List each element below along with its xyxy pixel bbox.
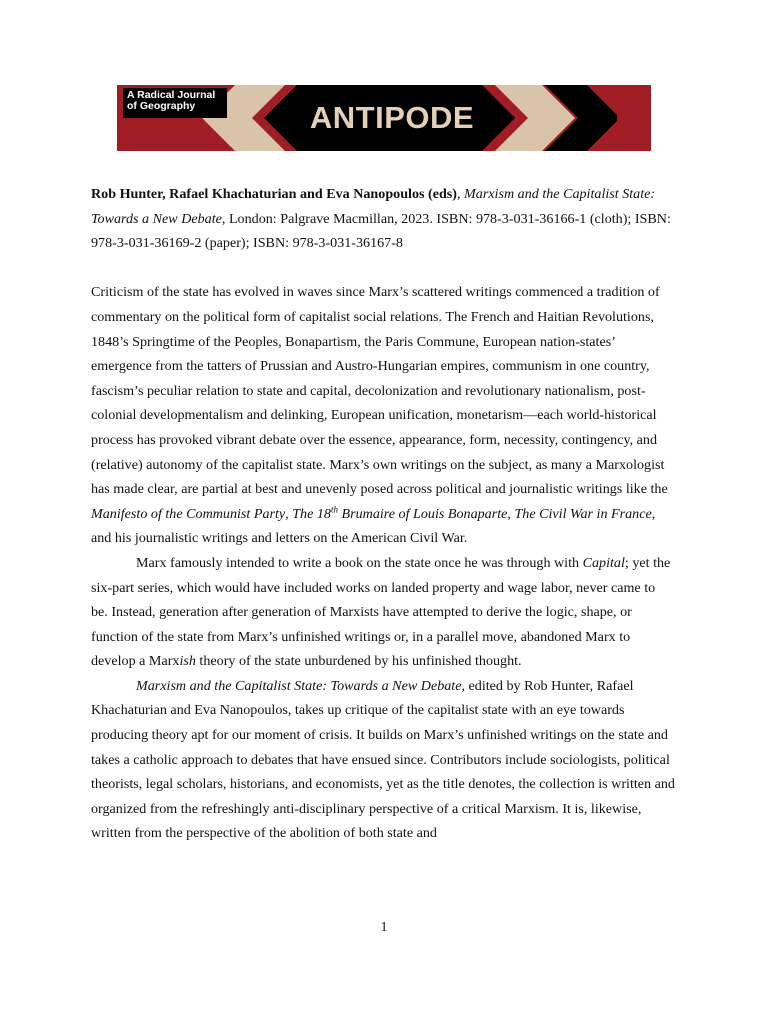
paragraph-1 xyxy=(91,280,675,551)
page-number: 1 xyxy=(380,920,388,935)
manifesto-title: Manifesto of the Communist Party xyxy=(91,505,286,522)
journal-banner xyxy=(117,85,651,151)
brumaire-title-pre: The 18 xyxy=(292,505,331,522)
paragraph-1-text-b: , and his journalistic writings and letters on the American Civil War. xyxy=(91,505,656,547)
brumaire-superscript: th xyxy=(330,504,338,515)
paragraph-2 xyxy=(91,551,675,674)
citation-separator: , xyxy=(456,186,465,202)
paragraph-1-sep-2: , xyxy=(507,505,515,522)
brumaire-title xyxy=(292,506,507,522)
book-citation xyxy=(91,182,675,256)
paragraph-2-text-a: Marx famously intended to write a book on the state once he was through with xyxy=(136,554,583,571)
paragraph-1-text-a: Criticism of the state has evolved in waves since Marx’s scattered writings commenced a tradition of commentary on the political form of capitalist social relations. The French and Haitian Revolutions, 1848’s Springtime of the Peoples, Bonapartism, the Paris Commune, European nation-states’ emergence from the tatters of Prussian and Austro-Hungarian empires, communism in one country, fascism’s peculiar relation to state and capital, decolonization and revolutionary nationalism, post-colonial developmentalism and delinking, European unification, monetarism—each world-historical process has provoked vibrant debate over the essence, appearance, form, necessity, contingency, and (relative) autonomy of the capitalist state. Marx’s own writings on the subject, as many a Marxologist has made clear, are partial at best and unevenly posed across political and journalistic writings like the xyxy=(91,284,668,498)
paragraph-3-book-title: Marxism and the Capitalist State: Towards a New Debate xyxy=(136,677,462,694)
brumaire-title-post: Brumaire of Louis Bonaparte xyxy=(338,505,508,522)
citation-publisher-details: , London: Palgrave Macmillan, 2023. ISBN: 978-3-031-36166-1 (cloth); ISBN: 978-3-031-36169-2 (paper); ISBN: 978-3-031-36167-8 xyxy=(91,210,671,252)
citation-book-title: Marxism and the Capitalist State: Towards a New Debate xyxy=(91,186,656,227)
review-body xyxy=(91,182,675,846)
journal-title: ANTIPODE xyxy=(309,100,475,135)
marxish-suffix: ish xyxy=(179,653,196,670)
civil-war-title: The Civil War in France xyxy=(514,505,652,522)
paragraph-2-text-c: theory of the state unburdened by his unfinished thought. xyxy=(195,653,522,670)
capital-title: Capital xyxy=(582,554,625,571)
citation-authors: Rob Hunter, Rafael Khachaturian and Eva Nanopoulos (eds) xyxy=(91,186,457,202)
paragraph-2-text-b: ; yet the six-part series, which would have included works on landed property and wage labor, never came to be. Instead, generation after generation of Marxists have attempted to derive the logic, shape, or function of the state from Marx’s unfinished writings or, in a parallel move, abandoned Marx to develop a Marx xyxy=(91,554,671,670)
paragraph-3 xyxy=(91,674,675,846)
paragraph-1-sep-1: , xyxy=(285,505,293,522)
paragraph-3-text-a: , edited by Rob Hunter, Rafael Khachaturian and Eva Nanopoulos, takes up critique of the capitalist state with an eye towards producing theory apt for our moment of crisis. It builds on Marx’s unfinished writings on the state and takes a catholic approach to debates that have ensued since. Contributors include sociologists, political theorists, legal scholars, historians, and economists, yet as the title denotes, the collection is written and organized from the refreshingly anti-disciplinary perspective of a critical Marxism. It is, likewise, written from the perspective of the abolition of both state and xyxy=(91,677,675,842)
journal-tagline: A Radical Journal of Geography xyxy=(123,88,227,118)
